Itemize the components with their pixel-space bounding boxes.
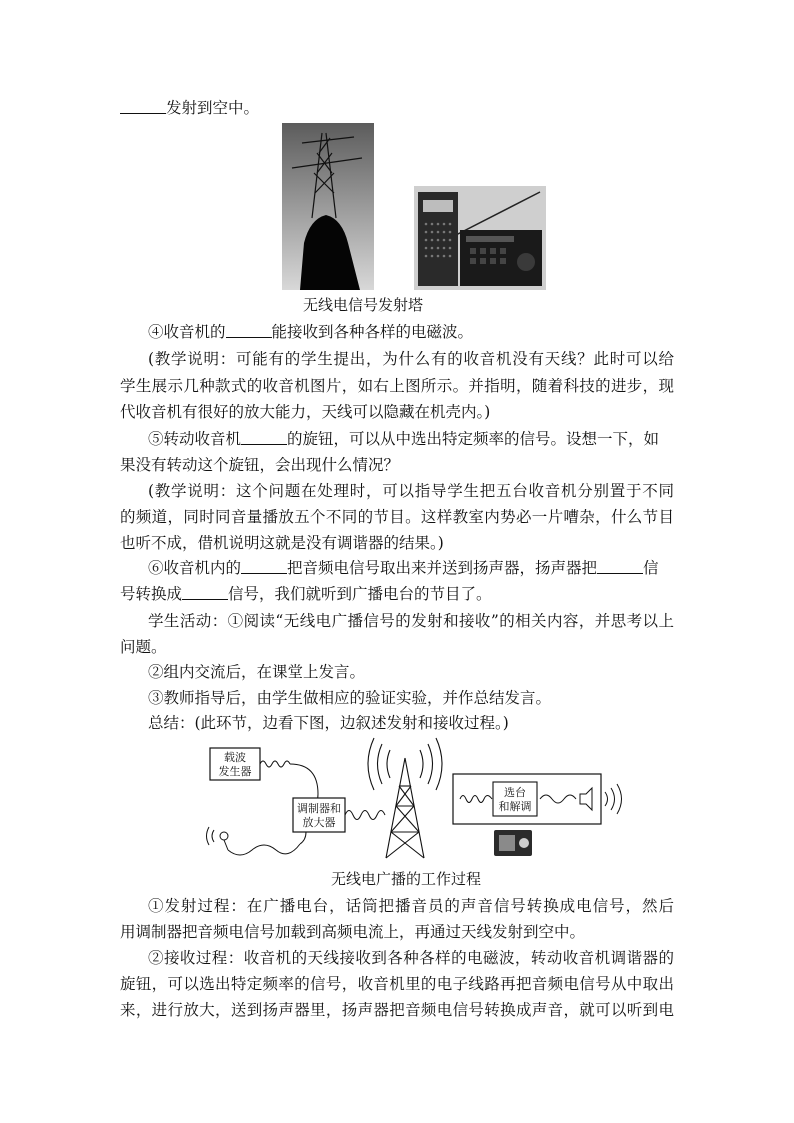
carrier-label: 发生器 [218,765,252,778]
text-line: 的频道，同时同音量播放五个不同的节目。这样教室内势必一片嘈杂，什么节目 [120,508,674,526]
carrier-label: 载波 [224,751,246,764]
text-line: 学生展示几种款式的收音机图片，如右上图所示。并指明，随着科技的进步，现 [120,377,674,395]
fill-blank[interactable] [182,585,228,600]
tuner-label: 选台 [504,786,526,799]
text-line: 问题。 [120,638,167,656]
text-line: ②接收过程：收音机的天线接收到各种各样的电磁波，转动收音机调谐器的 [148,949,674,967]
text-line: 也听不成，借机说明这就是没有调谐器的结果。) [120,534,444,552]
text-line: ③教师指导后，由学生做相应的验证实验，并作总结发言。 [148,689,552,707]
text-line: (教学说明：这个问题在处理时，可以指导学生把五台收音机分别置于不同 [148,482,674,500]
text-line: 代收音机有很好的放大能力，天线可以隐藏在机壳内。) [120,403,491,421]
tower-icon [368,738,442,858]
fill-blank[interactable] [597,559,643,574]
text-line: (教学说明：可能有的学生提出，为什么有的收音机没有天线？此时可以给 [148,350,674,368]
text-line: ④收音机的 能接收到各种各样的电磁波。 [148,323,474,341]
text-line: 号转换成 信号，我们就听到广播电台的节目了。 [120,585,492,603]
text-line: 学生活动：①阅读“无线电广播信号的发射和接收”的相关内容，并思考以上 [148,612,674,630]
fill-blank[interactable] [241,559,287,574]
text-line: 发射到空中。 [120,98,259,118]
fill-blank[interactable] [120,99,166,114]
text-line: ②组内交流后，在课堂上发言。 [148,663,366,681]
broadcast-process-diagram [200,736,630,866]
fill-blank[interactable] [226,323,272,338]
modulator-label: 放大器 [302,816,336,829]
text-line: 用调制器把音频电信号加载到高频电流上，再通过天线发射到空中。 [120,923,586,941]
modulator-label: 调制器和 [297,802,341,815]
text-line: ⑤转动收音机 的旋钮，可以从中选出特定频率的信号。设想一下，如 [148,430,660,448]
text-line: 旋钮，可以选出特定频率的信号，收音机里的电子线路再把音频电信号从中取出 [120,975,674,993]
text-line: ①发射过程：在广播电台，话筒把播音员的声音信号转换成电信号，然后 [148,897,674,915]
text-line: ⑥收音机内的 把音频电信号取出来并送到扬声器，扬声器把 信 [148,559,659,577]
text-line: 总结：(此环节，边看下图，边叙述发射和接收过程。) [148,714,509,732]
figure-caption: 无线电广播的工作过程 [331,870,482,888]
fill-blank[interactable] [241,430,287,445]
tuner-label: 和解调 [498,800,532,813]
text-line: 果没有转动这个旋钮，会出现什么情况？ [120,456,400,474]
radio-receiver-photo [414,186,546,290]
radio-tower-photo [282,123,374,290]
figure-caption: 无线电信号发射塔 [303,296,424,314]
text-line: 来，进行放大，送到扬声器里，扬声器把音频电信号转换成声音，就可以听到电 [120,1001,674,1019]
